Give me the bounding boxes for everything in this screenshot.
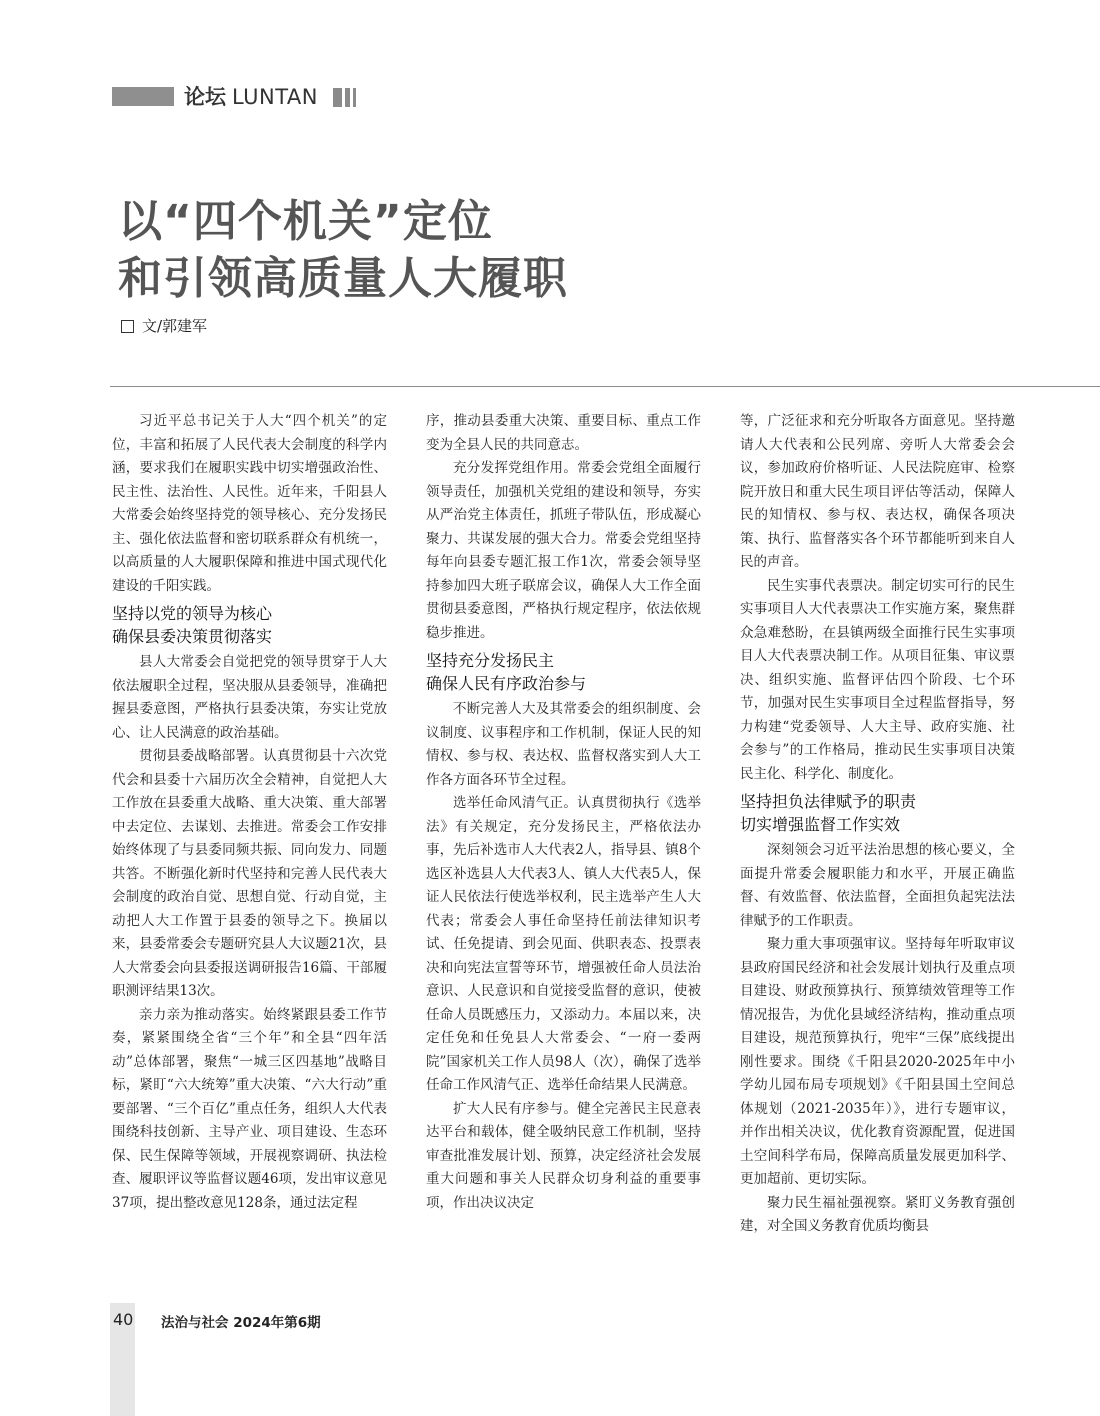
decorative-tick: [333, 88, 342, 107]
section-label: [184, 83, 318, 111]
author: 文/郭建军: [142, 317, 208, 335]
byline: [121, 316, 207, 336]
paragraph: 序，推动县委重大决策、重要目标、重点工作变为全县人民的共同意志。: [426, 413, 701, 453]
paragraph: 聚力重大事项强审议。坚持每年听取审议县政府国民经济和社会发展计划执行及重点项目建设、财政预算执行、预算绩效管理等工作情况报告，为优化县域经济结构，推动重点项目建设，规范预算执行，兜牢“三保”底线提出刚性要求。围绕《千阳县2020-2025年中小学幼儿园布局专项规划》《千阳县国土空间总体规划（2021-2035年）》，进行专题审议，并作出相关决议，优化教育资源配置，促进国土空间科学布局，保障高质量发展更加科学、更加超前、更切实际。: [740, 936, 1015, 1187]
column-3: [740, 410, 1015, 1239]
section-heading: [426, 649, 701, 695]
section-heading: [112, 602, 387, 648]
section-label-zh: 论坛: [184, 85, 226, 109]
section-heading: [740, 790, 1015, 836]
paragraph: 扩大人民有序参与。健全完善民主民意表达平台和载体，健全吸纳民意工作机制，坚持审查批准发展计划、预算，决定经济社会发展重大问题和事关人民群众切身利益的重要事项，作出决议决定: [426, 1100, 701, 1211]
section-heading-line: 确保县委决策贯彻落实: [112, 627, 273, 646]
paragraph: 选举任命风清气正。认真贯彻执行《选举法》有关规定，充分发扬民主，严格依法办事，先后补选市人大代表2人，指导县、镇8个选区补选县人大代表3人、镇人大代表5人，保证人民依法行使选举权利，民主选举产生人大代表；常委会人事任命坚持任前法律知识考试、任免提请、到会见面、供职表态、投票表决和向宪法宣誓等环节，增强被任命人员法治意识、人民意识和自觉接受监督的意识，使被任命人员既感压力，又添动力。本届以来，决定任免和任免县人大常委会、“一府一委两院”国家机关工作人员98人（次），确保了选举任命工作风清气正、选举任命结果人民满意。: [426, 795, 701, 1093]
paragraph: 习近平总书记关于人大“四个机关”的定位，丰富和拓展了人民代表大会制度的科学内涵，要求我们在履职实践中切实增强政治性、民主性、法治性、人民性。近年来，千阳县人大常委会始终坚持党的领导核心、充分发扬民主、强化依法监督和密切联系群众有机统一，以高质量的人大履职保障和推进中国式现代化建设的千阳实践。: [112, 413, 387, 594]
paragraph: 亲力亲为推动落实。始终紧跟县委工作节奏，紧紧围绕全省“三个年”和全县“四年活动”总体部署，聚焦“一城三区四基地”战略目标，紧盯“六大统筹”重大决策、“六大行动”重要部署、“三个百亿”重点任务，组织人大代表围绕科技创新、主导产业、项目建设、生态环保、民生保障等领域，开展视察调研、执法检查、履职评议等监督议题46项，发出审议意见37项，提出整改意见128条，通过法定程: [112, 1006, 387, 1211]
decorative-tick: [353, 88, 356, 107]
paragraph: 充分发挥党组作用。常委会党组全面履行领导责任，加强机关党组的建设和领导，夯实从严治党主体责任，抓班子带队伍，形成凝心聚力、共谋发展的强大合力。常委会党组坚持每年向县委专题汇报工作1次，常委会领导坚持参加四大班子联席会议，确保人大工作全面贯彻县委意图，严格执行规定程序，依法依规稳步推进。: [426, 460, 701, 641]
section-marker-bar: [112, 87, 174, 106]
section-heading-line: 确保人民有序政治参与: [426, 674, 587, 693]
paragraph: 等，广泛征求和充分听取各方面意见。坚持邀请人大代表和公民列席、旁听人大常委会会议，参加政府价格听证、人民法院庭审、检察院开放日和重大民生项目评估等活动，保障人民的知情权、参与权、表达权，确保各项决策、执行、监督落实各个环节都能听到来自人民的声音。: [740, 413, 1015, 570]
section-heading-line: 坚持以党的领导为核心: [112, 604, 273, 623]
paragraph: 民生实事代表票决。制定切实可行的民生实事项目人大代表票决工作实施方案，聚焦群众急难愁盼，在县镇两级全面推行民生实事项目人大代表票决制工作。从项目征集、审议票决、组织实施、监督评估四个阶段、七个环节，加强对民生实事项目全过程监督指导，努力构建“党委领导、人大主导、政府实施、社会参与”的工作格局，推动民生实事项目决策民主化、科学化、制度化。: [740, 577, 1015, 782]
paragraph: 聚力民生福祉强视察。紧盯义务教育强创建，对全国义务教育优质均衡县: [740, 1194, 1015, 1234]
page-number: 40: [113, 1310, 134, 1329]
square-bullet-icon: [121, 320, 134, 333]
paragraph: 不断完善人大及其常委会的组织制度、会议制度、议事程序和工作机制，保证人民的知情权、参与权、表达权、监督权落实到人大工作各方面各环节全过程。: [426, 701, 701, 788]
paragraph: 深刻领会习近平法治思想的核心要义，全面提升常委会履职能力和水平，开展正确监督、有效监督、依法监督，全面担负起宪法法律赋予的工作职责。: [740, 842, 1015, 929]
article-title-line: 以“四个机关”定位: [118, 196, 493, 247]
section-heading-line: 切实增强监督工作实效: [740, 815, 901, 834]
column-1: [112, 410, 387, 1215]
section-label-en: LUNTAN: [232, 85, 319, 109]
journal-info: 法治与社会 2024年第6期: [161, 1315, 321, 1331]
decorative-tick: [345, 88, 350, 107]
article-title: [118, 193, 568, 307]
section-heading-line: 坚持充分发扬民主: [426, 651, 555, 670]
paragraph: 贯彻县委战略部署。认真贯彻县十六次党代会和县委十六届历次全会精神，自觉把人大工作放在县委重大战略、重大决策、重大部署中去定位、去谋划、去推进。常委会工作安排始终体现了与县委同频共振、同向发力、同题共答。不断强化新时代坚持和完善人民代表大会制度的政治自觉、思想自觉、行动自觉，主动把人大工作置于县委的领导之下。换届以来，县委常委会专题研究县人大议题21次，县人大常委会向县委报送调研报告16篇、干部履职测评结果13次。: [112, 748, 387, 999]
article-title-line: 和引领高质量人大履职: [118, 253, 568, 304]
column-2: [426, 410, 701, 1215]
section-heading-line: 坚持担负法律赋予的职责: [740, 792, 917, 811]
paragraph: 县人大常委会自觉把党的领导贯穿于人大依法履职全过程，坚决服从县委领导，准确把握县委意图，严格执行县委决策，夯实让党放心、让人民满意的政治基础。: [112, 654, 387, 741]
divider: [110, 386, 1100, 387]
